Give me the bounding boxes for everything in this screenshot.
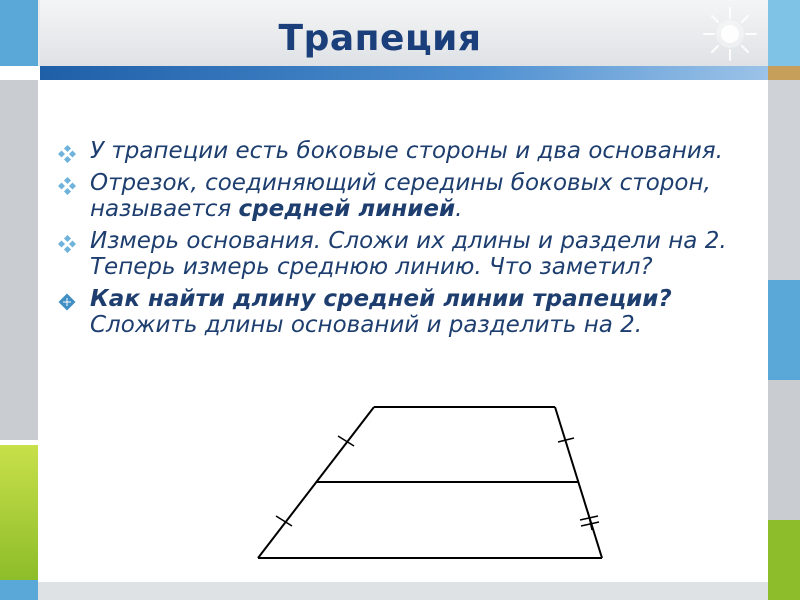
left-frame-green	[0, 445, 38, 580]
bullet-text: Измерь основания. Сложи их длины и раздели на 2. Теперь измерь среднюю линию. Что заметил?	[90, 228, 727, 280]
right-frame-gray-lower	[768, 380, 800, 520]
bold-term: средней линией	[238, 196, 456, 222]
bullet-list	[54, 138, 754, 344]
bullet-item	[54, 170, 754, 222]
right-frame-blue	[768, 280, 800, 380]
bullet-text: Отрезок, соединяющий середины боковых сторон, называется средней линией.	[90, 170, 711, 222]
bold-question: Как найти длину средней линии трапеции?	[90, 286, 672, 312]
bullet-text: У трапеции есть боковые стороны и два основания.	[90, 138, 723, 164]
accent-bar-end	[768, 66, 800, 80]
corner-block-top-right	[768, 0, 800, 66]
bullet-text: Как найти длину средней линии трапеции? Сложить длины оснований и разделить на 2.	[90, 286, 672, 338]
right-frame-green	[768, 520, 800, 600]
diamond-bullet-icon	[58, 145, 76, 163]
bullet-item	[54, 286, 754, 338]
title-accent-bar	[40, 66, 768, 80]
bottom-frame	[38, 582, 768, 600]
bullet-item	[54, 228, 754, 280]
diamond-bullet-icon	[58, 293, 76, 311]
right-frame-gray	[768, 80, 800, 280]
left-frame-bottom	[0, 580, 38, 600]
corner-block-top-left	[0, 0, 38, 66]
diamond-bullet-icon	[58, 235, 76, 253]
diamond-bullet-icon	[58, 177, 76, 195]
sun-icon	[700, 4, 760, 64]
slide-title: Трапеция	[278, 18, 482, 59]
bullet-item	[54, 138, 754, 164]
left-frame-gray	[0, 80, 38, 440]
